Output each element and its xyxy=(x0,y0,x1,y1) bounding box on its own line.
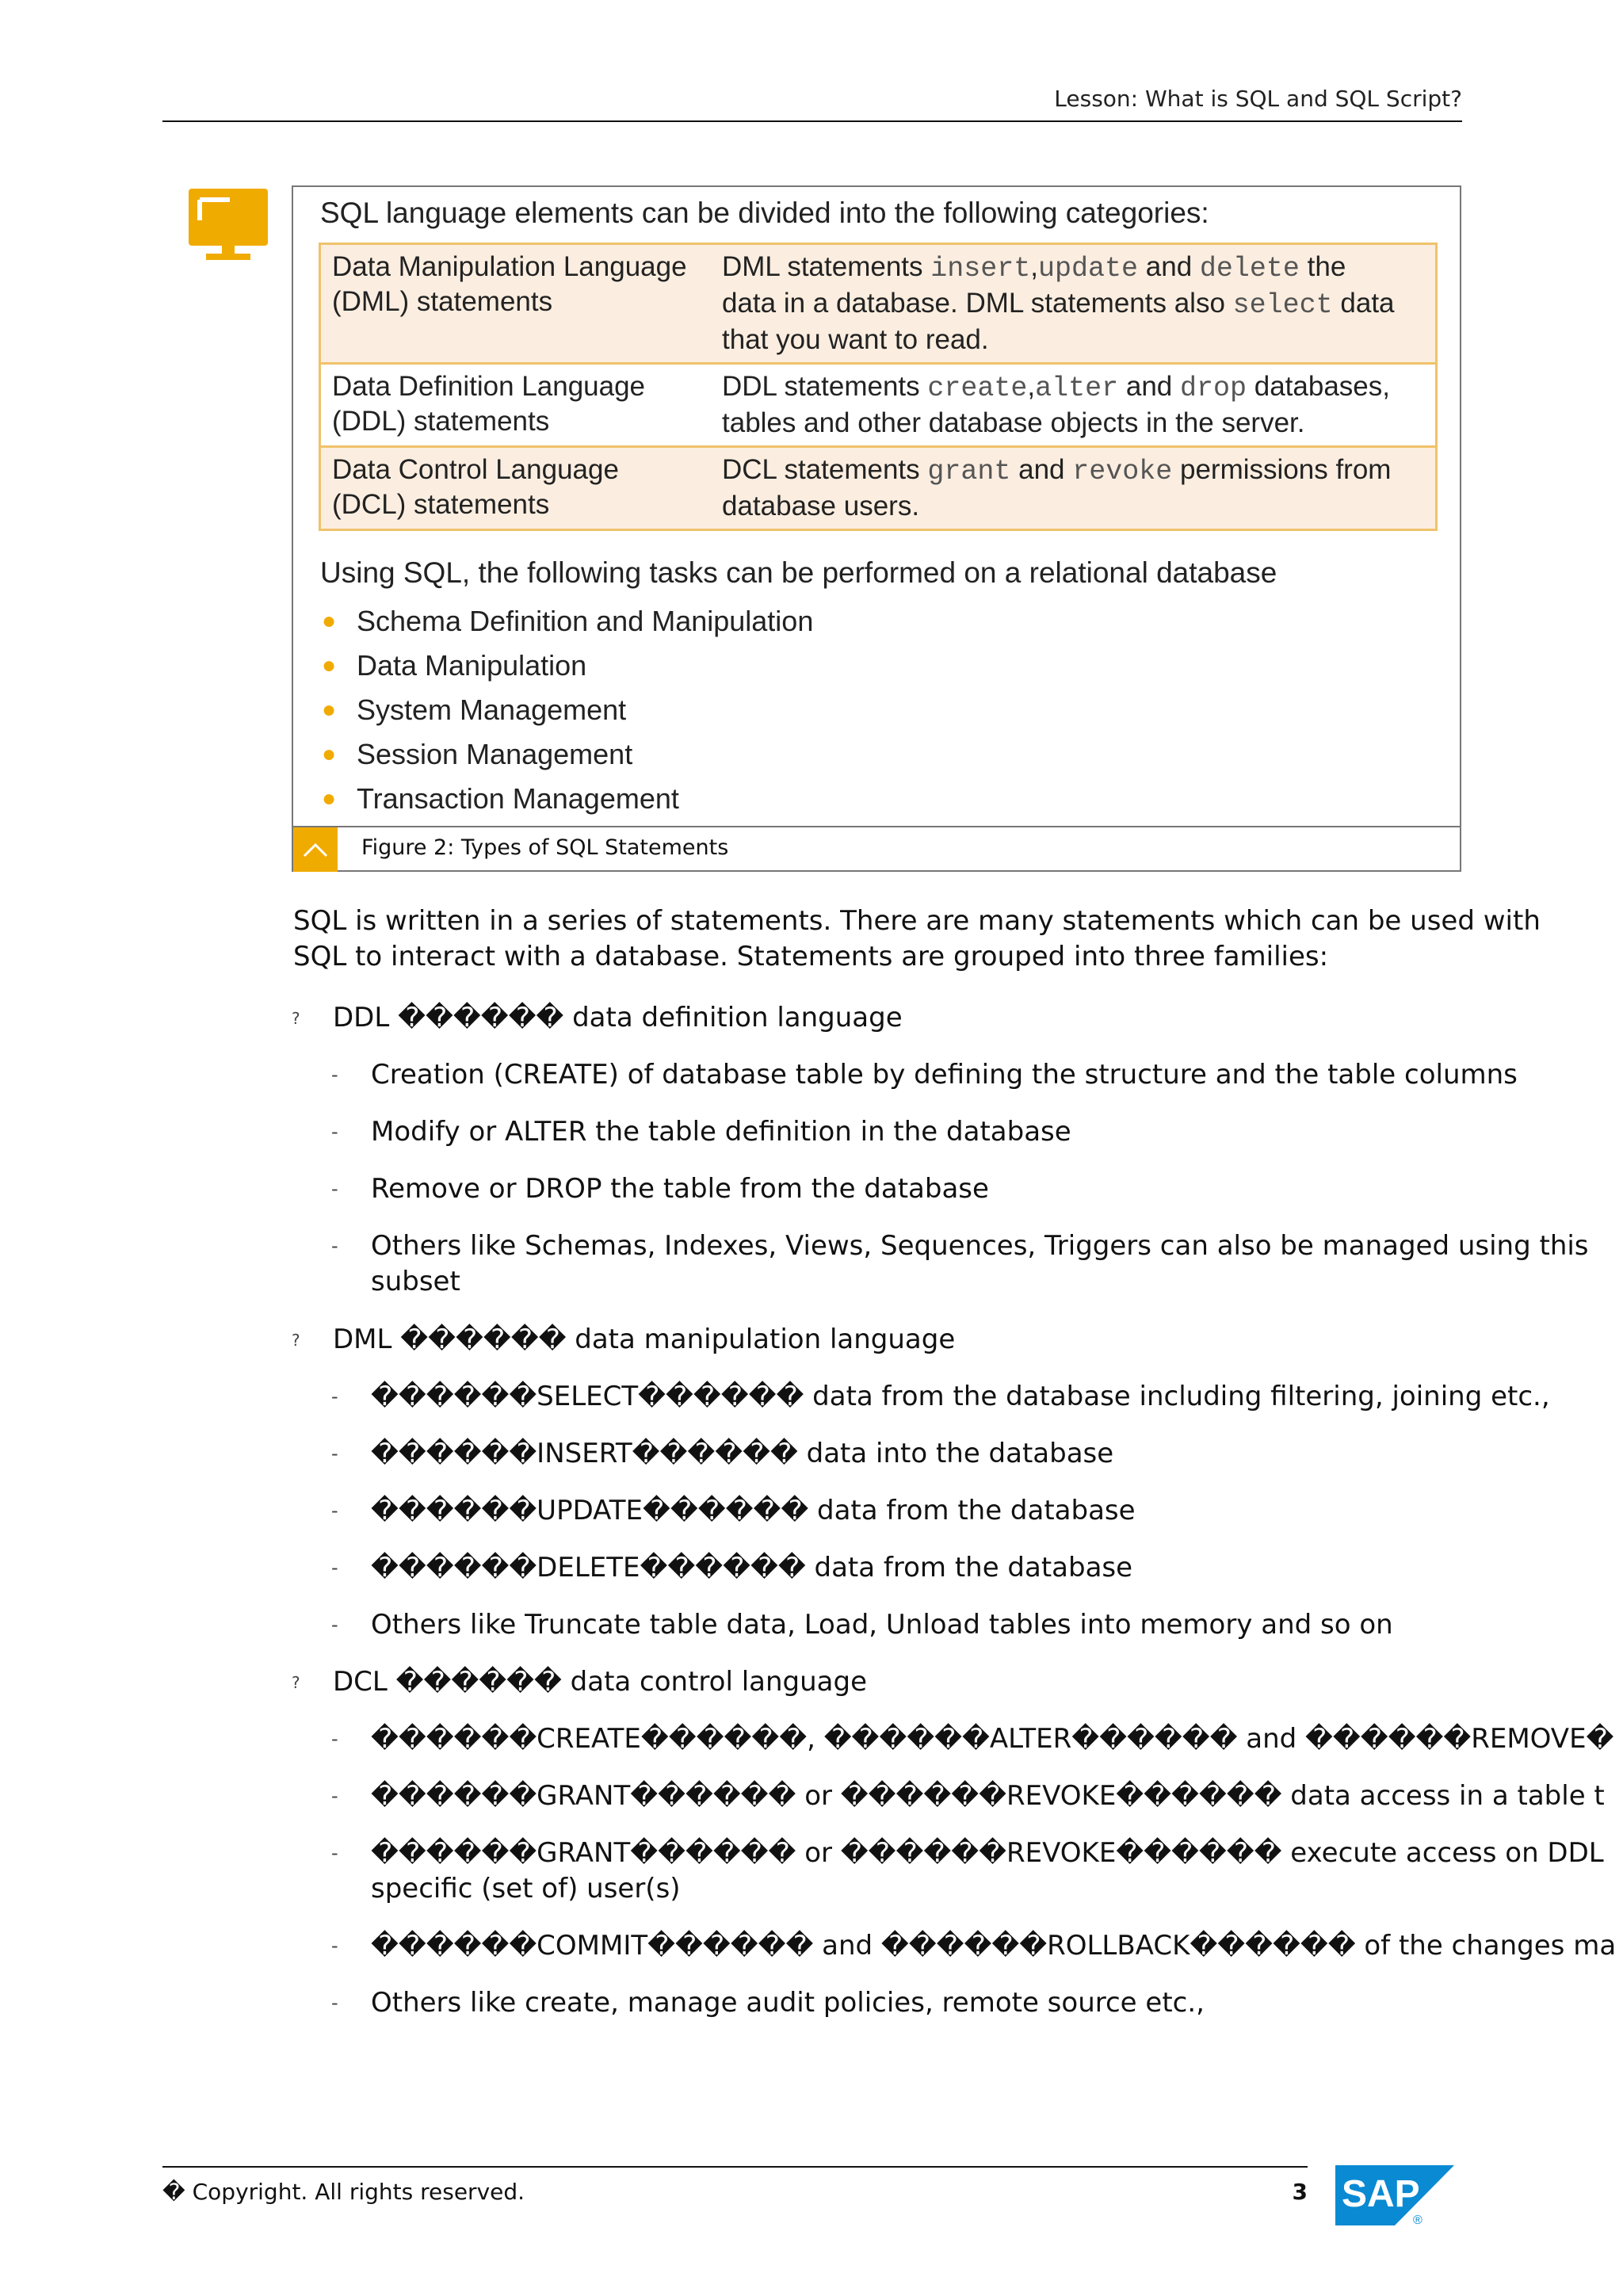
figure-types-of-sql xyxy=(292,185,1461,872)
list-item: ● System Management xyxy=(320,688,813,732)
table-row-dml xyxy=(321,245,1435,365)
description-line: DDL statements create,alter and drop databases, xyxy=(722,371,1390,404)
list-item: ������GRANT������ or ������REVOKE������ data access in a table t xyxy=(371,1780,1605,1812)
list-item: ������CREATE������, ������ALTER������ and ������REMOVE� xyxy=(371,1723,1614,1755)
list-item: Modify or ALTER the table definition in the database xyxy=(371,1116,1071,1148)
list-marker: ? xyxy=(292,1673,300,1692)
category-cell xyxy=(321,448,711,529)
chevron-up-icon xyxy=(293,827,338,872)
logo-text: SAP xyxy=(1342,2173,1420,2215)
bullet-icon: ● xyxy=(322,741,337,767)
category-name: Data Manipulation Language xyxy=(332,251,687,282)
figure-subheading: Using SQL, the following tasks can be performed on a relational database xyxy=(320,556,1277,589)
header-divider xyxy=(162,120,1462,122)
category-name: (DML) statements xyxy=(332,286,553,317)
bullet-icon: ● xyxy=(322,785,337,812)
figure-heading: SQL language elements can be divided into the following categories: xyxy=(320,197,1209,229)
ddl-heading: DDL ������ data definition language xyxy=(333,1002,903,1033)
figure-caption: Figure 2: Types of SQL Statements xyxy=(361,835,729,860)
svg-text:®: ® xyxy=(1413,2214,1423,2225)
list-marker: - xyxy=(331,1842,338,1864)
list-marker: - xyxy=(331,1385,338,1408)
list-item: Others like create, manage audit policies, remote source etc., xyxy=(371,1987,1205,2019)
description-cell xyxy=(711,448,1435,529)
table-row-dcl xyxy=(321,448,1435,529)
description-line: data in a database. DML statements also select data xyxy=(722,288,1395,321)
dml-heading: DML ������ data manipulation language xyxy=(333,1324,956,1355)
category-cell xyxy=(321,245,711,362)
list-marker: - xyxy=(331,1442,338,1465)
list-marker: - xyxy=(331,1935,338,1957)
bullet-icon: ● xyxy=(322,652,337,678)
sql-categories-table xyxy=(319,243,1438,531)
list-item: ● Schema Definition and Manipulation xyxy=(320,599,813,644)
category-name: Data Definition Language xyxy=(332,371,646,402)
list-marker: - xyxy=(331,1178,338,1200)
list-marker: - xyxy=(331,1728,338,1750)
list-item: ● Data Manipulation xyxy=(320,644,813,688)
list-marker: - xyxy=(331,1992,338,2014)
list-marker: - xyxy=(331,1614,338,1636)
list-item: ● Transaction Management xyxy=(320,777,813,821)
list-marker: ? xyxy=(292,1331,300,1350)
table-row-ddl xyxy=(321,365,1435,448)
collapse-figure-button[interactable] xyxy=(293,827,338,872)
list-item: ������GRANT������ or ������REVOKE������ execute access on DDL xyxy=(371,1837,1604,1869)
figure-caption-bar xyxy=(293,826,1460,872)
page-number: 3 xyxy=(1292,2179,1308,2205)
description-cell xyxy=(711,245,1435,362)
description-line: tables and other database objects in the server. xyxy=(722,407,1305,438)
category-cell xyxy=(321,365,711,445)
list-item-continuation: specific (set of) user(s) xyxy=(371,1873,681,1904)
description-line: that you want to read. xyxy=(722,324,989,355)
list-item: Remove or DROP the table from the database xyxy=(371,1173,989,1205)
list-marker: - xyxy=(331,1785,338,1807)
category-name: Data Control Language xyxy=(332,454,619,485)
list-marker: - xyxy=(331,1064,338,1086)
figure-bullet-list xyxy=(320,599,813,821)
list-marker: - xyxy=(331,1235,338,1257)
intro-paragraph: SQL is written in a series of statements. There are many statements which can be used with SQL to interact with a database. Statements are grouped into three families: xyxy=(293,905,1541,972)
category-name: (DCL) statements xyxy=(332,489,550,520)
description-line: DML statements insert,update and delete the xyxy=(722,251,1346,285)
list-item: Creation (CREATE) of database table by defining the structure and the table columns xyxy=(371,1059,1518,1091)
dcl-heading: DCL ������ data control language xyxy=(333,1666,868,1698)
list-item: ������COMMIT������ and ������ROLLBACK������ of the changes ma xyxy=(371,1930,1617,1962)
list-item: Others like Truncate table data, Load, Unload tables into memory and so on xyxy=(371,1609,1393,1641)
bullet-icon: ● xyxy=(322,608,337,634)
list-item: ������SELECT������ data from the database including filtering, joining etc., xyxy=(371,1381,1550,1412)
sap-logo xyxy=(1335,2165,1454,2225)
bullet-icon: ● xyxy=(322,697,337,723)
list-item: ● Session Management xyxy=(320,732,813,777)
list-marker: ? xyxy=(292,1009,300,1028)
list-marker: - xyxy=(331,1121,338,1143)
list-marker: - xyxy=(331,1557,338,1579)
description-line: database users. xyxy=(722,491,920,521)
lesson-header: Lesson: What is SQL and SQL Script? xyxy=(1054,86,1462,112)
description-cell xyxy=(711,365,1435,445)
list-item: Others like Schemas, Indexes, Views, Sequences, Triggers can also be managed using this subset xyxy=(371,1230,1589,1297)
list-item: ������DELETE������ data from the database xyxy=(371,1552,1133,1584)
description-line: DCL statements grant and revoke permissions from xyxy=(722,454,1392,487)
list-marker: - xyxy=(331,1499,338,1522)
list-item: ������UPDATE������ data from the database xyxy=(371,1495,1136,1526)
list-item: ������INSERT������ data into the database xyxy=(371,1438,1114,1469)
figure-image xyxy=(293,187,1460,827)
footer-divider xyxy=(162,2166,1308,2168)
monitor-icon xyxy=(189,189,268,262)
copyright-text: � Copyright. All rights reserved. xyxy=(162,2179,525,2205)
category-name: (DDL) statements xyxy=(332,406,550,437)
